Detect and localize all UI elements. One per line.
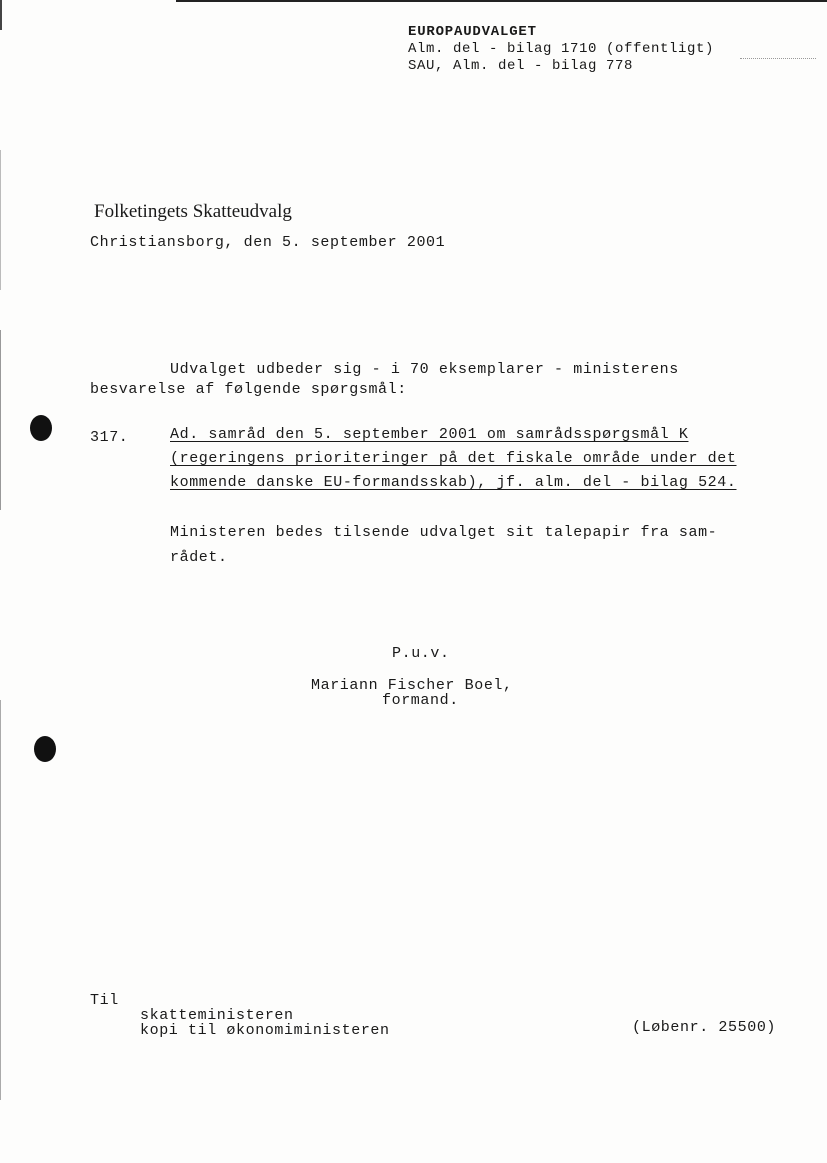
- question-body-line: rådet.: [170, 549, 228, 566]
- place-date: Christiansborg, den 5. september 2001: [90, 234, 446, 251]
- sender-committee: Folketingets Skatteudvalg: [94, 201, 292, 222]
- signature-name: Mariann Fischer Boel,: [311, 677, 513, 694]
- scan-top-edge: [176, 0, 827, 2]
- signature-title: formand.: [382, 692, 459, 709]
- header-dotted-line: [740, 58, 816, 59]
- recipient-line-2: kopi til økonomiministeren: [140, 1022, 390, 1039]
- question-subject-line: kommende danske EU-formandsskab), jf. alm. del - bilag 524.: [170, 474, 737, 491]
- question-number: 317.: [90, 429, 129, 446]
- signature-puv: P.u.v.: [392, 645, 450, 662]
- header-line-2: SAU, Alm. del - bilag 778: [408, 58, 634, 74]
- scan-left-edge: [0, 700, 1, 1100]
- punch-hole-bottom: [34, 736, 56, 762]
- question-subject-line: (regeringens prioriteringer på det fiskale område under det: [170, 450, 737, 467]
- header-org: EUROPAUDVALGET: [408, 24, 537, 40]
- punch-hole-top: [30, 415, 52, 441]
- question-body-line: Ministeren bedes tilsende udvalget sit talepapir fra sam-: [170, 524, 718, 541]
- scan-left-edge: [0, 330, 1, 510]
- header-line-1: Alm. del - bilag 1710 (offentligt): [408, 41, 715, 57]
- recipient-label: Til: [90, 992, 119, 1009]
- question-subject-line: Ad. samråd den 5. september 2001 om samrådsspørgsmål K: [170, 426, 689, 443]
- scan-left-edge: [0, 0, 2, 30]
- scan-left-edge: [0, 150, 1, 290]
- intro-line-1: Udvalget udbeder sig - i 70 eksemplarer - ministerens: [170, 361, 679, 378]
- recipient-line-1: skatteministeren: [140, 1007, 294, 1024]
- serial-number: (Løbenr. 25500): [632, 1019, 777, 1036]
- intro-line-2: besvarelse af følgende spørgsmål:: [90, 381, 407, 398]
